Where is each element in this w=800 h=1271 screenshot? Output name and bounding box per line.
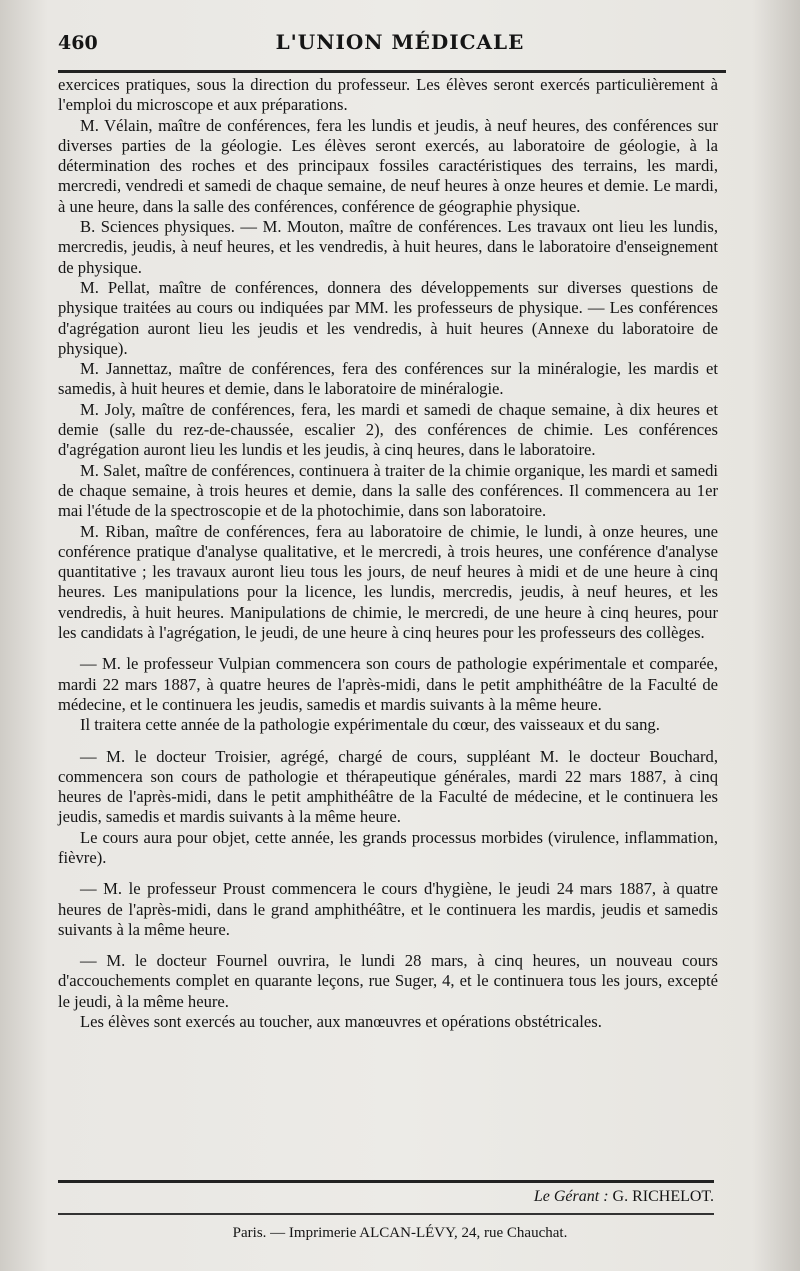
paragraph-microscope: exercices pratiques, sous la direction du professeur. Les élèves seront exercés particulièrement à l'emploi du microscope et aux préparations. bbox=[58, 75, 718, 115]
paragraph-fournel-exercises: Les élèves sont exercés au toucher, aux manœuvres et opérations obstétricales. bbox=[80, 1012, 602, 1032]
page-number: 460 bbox=[58, 32, 98, 54]
gerant-name: G. RICHELOT. bbox=[612, 1188, 714, 1205]
imprint-rule bbox=[58, 1213, 714, 1215]
printer-imprint: Paris. — Imprimerie ALCAN-LÉVY, 24, rue Chauchat. bbox=[232, 1225, 568, 1241]
paragraph-proust: — M. le professeur Proust commencera le cours d'hygiène, le jeudi 24 mars 1887, à quatre heures de l'après-midi, dans le grand amphithéâtre, et le continuera les mardis, jeudis et samedis suivants à la même heure. bbox=[58, 879, 718, 939]
paragraph-fournel: — M. le docteur Fournel ouvrira, le lundi 28 mars, à cinq heures, un nouveau cours d'accouchements complet en quarante leçons, rue Suger, 4, et le continuera tous les jours, excepté le jeudi, à la même heure. bbox=[58, 951, 718, 1011]
paragraph-pellat: M. Pellat, maître de conférences, donnera des développements sur diverses questions de physique traitées au cours ou indiquées par MM. les professeurs de physique. — Les conférences d'agrégation auront lieu les jeudis et les vendredis, à huit heures (Annexe du laboratoire de physique). bbox=[58, 277, 718, 358]
paragraph-riban: M. Riban, maître de conférences, fera au laboratoire de chimie, le lundi, à onze heures, une conférence pratique d'analyse qualitative, et le mercredi, à trois heures, une conférence d'analyse quantitative ; les travaux auront lieu tous les jours, de neuf heures à midi et de une heure à cinq heures. Les manipulations pour la licence, les lundis, mercredis, jeudis, à neuf heures, et les vendredis, à huit heures. Manipulations de chimie, le mercredi, de une heure à cinq heures, pour les candidats à l'agrégation, le jeudi, de une heure à cinq heures pour les professeurs des collèges. bbox=[58, 521, 718, 643]
running-title: L'UNION MÉDICALE bbox=[275, 30, 525, 54]
paragraph-jannettaz: M. Jannettaz, maître de conférences, fera des conférences sur la minéralogie, les mardis et samedis, à huit heures et demie, dans le laboratoire de minéralogie. bbox=[58, 359, 718, 399]
page-header bbox=[0, 26, 800, 66]
paragraph-troisier-topic: Le cours aura pour objet, cette année, les grands processus morbides (virulence, inflammation, fièvre). bbox=[58, 827, 718, 867]
article-body bbox=[58, 75, 718, 1032]
header-rule bbox=[58, 70, 726, 73]
paragraph-mouton: B. Sciences physiques. — M. Mouton, maître de conférences. Les travaux ont lieu les lundis, mercredis, jeudis, à neuf heures, et les vendredis, à huit heures, dans le laboratoire d'enseignement de physique. bbox=[58, 217, 718, 277]
paragraph-joly: M. Joly, maître de conférences, fera, les mardi et samedi de chaque semaine, à dix heures et demie (salle du rez-de-chaussée, escalier 2), des conférences de chimie. Les conférences d'agrégation auront lieu les lundis et les jeudis, à cinq heures, dans le laboratoire. bbox=[58, 399, 718, 460]
paragraph-velain: M. Vélain, maître de conférences, fera les lundis et jeudis, à neuf heures, des conférences sur diverses parties de la géologie. Les élèves seront exercés, au laboratoire de géologie, à la détermination des roches et des principaux fossiles caractéristiques des terrains, les mardi, mercredi, vendredi et samedi de chaque semaine, de neuf heures à onze heures et demie. Le mardi, à une heure, dans la salle des conférences, conférence de géographie physique. bbox=[58, 115, 718, 216]
paragraph-vulpian-topic: Il traitera cette année de la pathologie expérimentale du cœur, des vaisseaux et du sang. bbox=[80, 715, 660, 735]
gerant-label: Le Gérant : bbox=[533, 1188, 609, 1205]
paragraph-troisier: — M. le docteur Troisier, agrégé, chargé de cours, suppléant M. le docteur Bouchard, commencera son cours de pathologie et thérapeutique générales, mardi 22 mars 1887, à cinq heures de l'après-midi, dans le petit amphithéâtre de la Faculté de médecine, et le continuera les jeudis, samedis et mardis suivants à la même heure. bbox=[58, 746, 718, 827]
gerant-signature bbox=[534, 1188, 714, 1206]
paragraph-salet: M. Salet, maître de conférences, continuera à traiter de la chimie organique, les mardi et samedi de chaque semaine, à trois heures et demie, dans la salle des conférences. Il commencera au 1er mai l'étude de la spectroscopie et de la photochimie, dans son laboratoire. bbox=[58, 460, 718, 521]
footer-rule bbox=[58, 1180, 714, 1183]
paragraph-vulpian: — M. le professeur Vulpian commencera son cours de pathologie expérimentale et comparée, mardi 22 mars 1887, à quatre heures de l'après-midi, dans le petit amphithéâtre de la Faculté de médecine, et le continuera les jeudis, samedis et mardis suivants à la même heure. bbox=[58, 654, 718, 714]
